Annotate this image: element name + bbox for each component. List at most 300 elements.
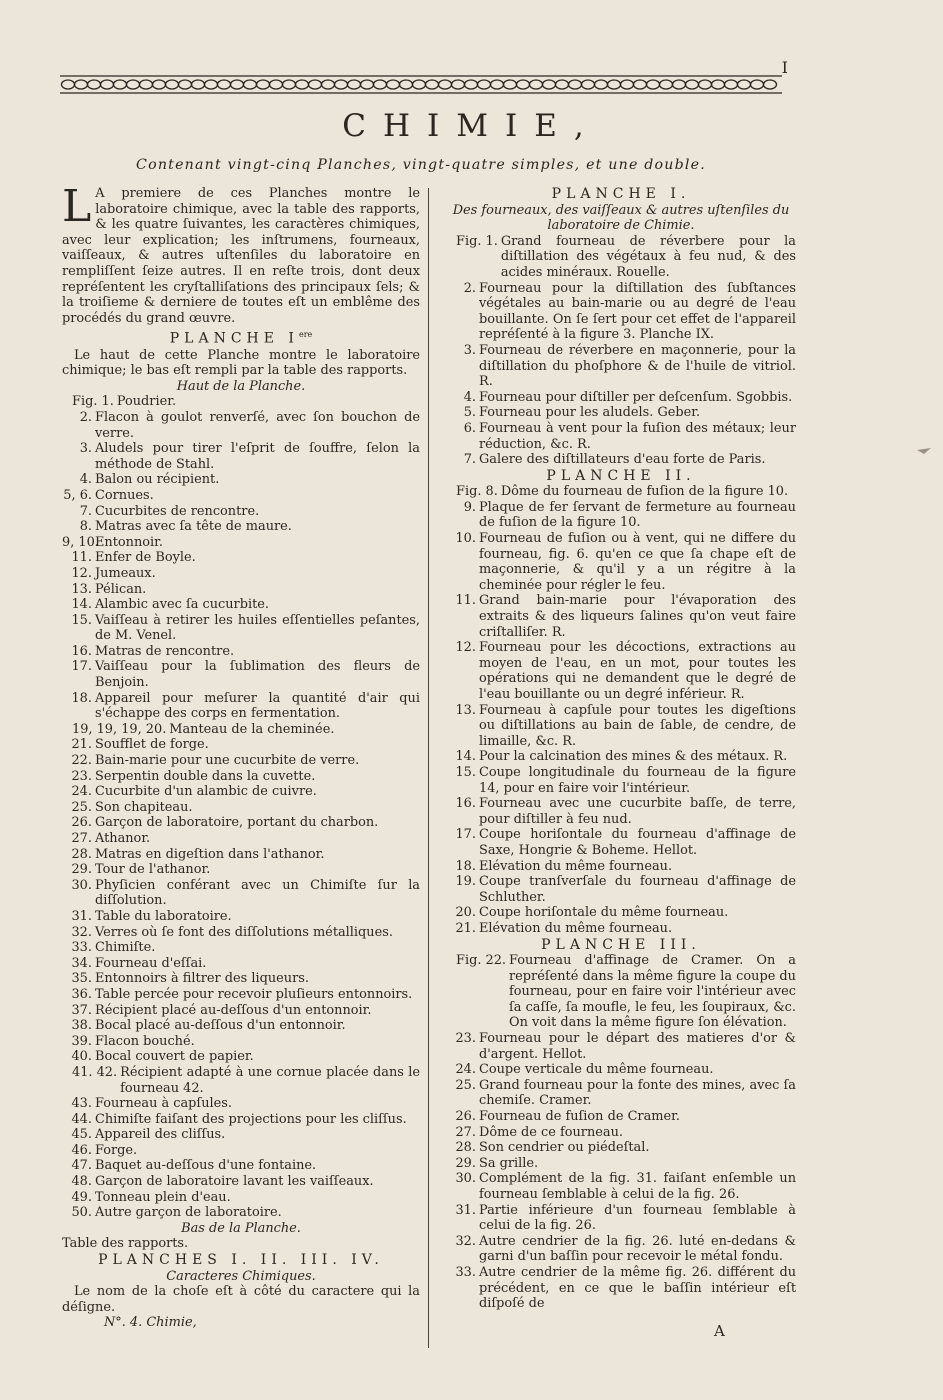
figure-entry <box>62 394 420 410</box>
chain-link <box>491 80 504 89</box>
figure-text: Baquet au-deſſous d'une fontaine. <box>95 1158 317 1174</box>
chain-link <box>452 80 465 89</box>
page-subtitle: Contenant vingt-cinq Planches, vingt-quatre simples, et une double. <box>136 157 706 173</box>
signature-mark: A <box>714 1322 725 1340</box>
figure-text: Fourneau avec une cucurbite baſſe, de terre, pour diſtiller à feu nud. <box>479 796 796 827</box>
figure-number: 28. <box>71 846 92 862</box>
figure-text: Autre garçon de laboratoire. <box>95 1205 282 1221</box>
figure-number: 14. <box>455 749 476 765</box>
figure-number: 4. <box>79 472 92 488</box>
figure-number: 39. <box>71 1033 92 1049</box>
figure-number: 30. <box>455 1171 476 1187</box>
figure-entry <box>62 1096 420 1112</box>
intro-text: A premiere de ces Planches montre le laboratoire chimique, avec la table des rapports, & les quatre ſuivantes, les caractères chimiques, avec leur explication; les inſtrumens, fourneaux, vaiſſeaux, & autres uſtenſiles du laboratoire en rempliſſent ſeize autres. Il en reſte trois, dont deux repréſentent les cryſtalliſations des principaux ſels; & la troiſieme & derniere de toutes eſt un emblême des procédés du grand œuvre. <box>62 186 420 326</box>
figure-text: Pour la calcination des mines & des métaux. R. <box>479 749 788 765</box>
figure-entry <box>62 410 420 441</box>
figure-entry <box>446 640 796 702</box>
figure-text: Table percée pour recevoir pluſieurs entonnoirs. <box>95 986 413 1002</box>
figure-entry <box>62 1112 420 1128</box>
figure-text: Appareil des cliſſus. <box>95 1127 226 1143</box>
chain-link <box>478 80 491 89</box>
figure-text: Tonneau plein d'eau. <box>95 1189 231 1205</box>
figure-number: 24. <box>455 1062 476 1078</box>
figure-number: 14. <box>71 597 92 613</box>
figure-number: 23. <box>455 1031 476 1047</box>
figure-text: Complément de la fig. 31. faiſant enſemble un fourneau ſemblable à celui de la fig. 26. <box>479 1171 796 1202</box>
figure-entry <box>62 847 420 863</box>
figure-number: 20. <box>455 905 476 921</box>
figure-number: 3. <box>463 342 476 358</box>
figure-text: Chimiſte. <box>95 940 156 956</box>
figure-entry <box>446 1171 796 1202</box>
figure-entry <box>62 1205 420 1221</box>
figure-text: Galere des diſtillateurs d'eau forte de Paris. <box>479 452 766 468</box>
figure-text: Cucurbites de rencontre. <box>95 503 260 519</box>
figure-text: Verres où ſe font des diſſolutions métalliques. <box>95 924 393 940</box>
chain-link <box>634 80 647 89</box>
left-column <box>62 181 420 1331</box>
chain-link <box>764 80 777 89</box>
page-corner-mark-icon <box>915 440 933 460</box>
figure-text: Forge. <box>95 1142 138 1158</box>
figure-text: Coupe verticale du même fourneau. <box>479 1062 714 1078</box>
figure-entry <box>62 1018 420 1034</box>
figure-number: Fig. 22. <box>456 953 507 969</box>
figure-text: Coupe longitudinale du fourneau de la figure 14, pour en faire voir l'intérieur. <box>479 764 796 796</box>
figure-text: Fourneau à vent pour la fuſion des métaux; leur réduction, &c. R. <box>479 420 796 452</box>
figure-entry <box>62 1158 420 1174</box>
figure-entry <box>62 769 420 785</box>
chain-link <box>335 80 348 89</box>
figure-number: 2. <box>79 409 92 425</box>
figure-text: Sa grille. <box>479 1155 539 1171</box>
chain-link <box>127 80 140 89</box>
figure-text: Alambic avec ſa cucurbite. <box>95 597 269 613</box>
chain-link <box>257 80 270 89</box>
figure-number: 29. <box>71 862 92 878</box>
figure-number: 22. <box>71 753 92 769</box>
chain-link <box>582 80 595 89</box>
chain-link <box>88 80 101 89</box>
figure-number: 10. <box>455 531 476 547</box>
figure-entry <box>446 1031 796 1062</box>
figure-entry <box>62 504 420 520</box>
figure-text: Balon ou récipient. <box>95 472 220 488</box>
chain-link <box>686 80 699 89</box>
figure-entry <box>446 1203 796 1234</box>
figure-text: Bain-marie pour une cucurbite de verre. <box>95 753 360 769</box>
figure-number: 16. <box>71 643 92 659</box>
figure-number: 31. <box>71 908 92 924</box>
chain-link <box>387 80 400 89</box>
figure-entry <box>446 531 796 593</box>
footer-note: N°. 4. Chimie, <box>104 1315 197 1331</box>
page-title: CHIMIE, <box>342 108 601 144</box>
chain-link <box>218 80 231 89</box>
chain-link <box>114 80 127 89</box>
figure-text: Coupe horiſontale du même fourneau. <box>479 905 729 921</box>
figure-number: 21. <box>71 737 92 753</box>
figure-entry <box>446 749 796 765</box>
figure-text: Son cendrier ou piédeſtal. <box>479 1140 650 1156</box>
figure-text: Fourneau pour les aludels. Geber. <box>479 405 701 421</box>
figure-number: 15. <box>71 612 92 628</box>
figure-text: Pélican. <box>95 581 147 597</box>
figure-number: 31. <box>455 1202 476 1218</box>
figure-text: Matras en digeſtion dans l'athanor. <box>95 846 325 862</box>
figure-number: 23. <box>71 768 92 784</box>
chain-link <box>712 80 725 89</box>
table-rapports: Table des rapports. <box>62 1236 189 1252</box>
figure-entry <box>446 343 796 390</box>
figure-entry <box>446 1265 796 1312</box>
figure-entry <box>446 390 796 406</box>
figure-entry <box>62 519 420 535</box>
figure-number: 32. <box>71 924 92 940</box>
figure-number: Fig. 8. <box>456 484 498 500</box>
figure-text: Grand fourneau pour la fonte des mines, avec ſa chemiſe. Cramer. <box>479 1077 796 1109</box>
figure-entry <box>446 1125 796 1141</box>
figure-entry <box>62 488 420 504</box>
figure-text: Chimiſte faiſant des projections pour les cliſſus. <box>95 1111 407 1127</box>
figure-number: 44. <box>71 1111 92 1127</box>
figure-number: 17. <box>455 827 476 843</box>
figure-text: Bocal placé au-deſſous d'un entonnoir. <box>95 1018 346 1034</box>
figure-entry <box>62 550 420 566</box>
figure-text: Cucurbite d'un alambic de cuivre. <box>95 784 317 800</box>
figure-number: 9. <box>463 499 476 515</box>
chain-link <box>556 80 569 89</box>
chain-link <box>569 80 582 89</box>
figure-number: Fig. 1. <box>72 394 114 410</box>
figure-text: Cornues. <box>95 487 154 503</box>
figure-number: 13. <box>71 581 92 597</box>
figure-entry <box>62 753 420 769</box>
chain-link <box>608 80 621 89</box>
planche-description: Le haut de cette Planche montre le laboratoire chimique; le bas eſt rempli par la table des rapports. <box>62 347 420 379</box>
figure-number: 19, 19, 19, 20. <box>72 721 167 737</box>
figure-text: Coupe horiſontale du fourneau d'affinage de Saxe, Hongrie & Boheme. Hellot. <box>479 827 796 858</box>
ornamental-border <box>60 74 782 96</box>
figure-text: Entonnoir. <box>95 534 163 550</box>
figure-text: Autre cendrier de la même fig. 26. différent du précédent, en ce que le baſſin intérieur eſt diſpoſé de <box>479 1264 796 1312</box>
figure-text: Dôme de ce fourneau. <box>479 1124 623 1140</box>
figure-number: 11. <box>455 593 476 609</box>
figure-number: 15. <box>455 764 476 780</box>
figure-text: Fourneau pour les décoctions, extractions au moyen de l'eau, en un mot, pour toutes les opérations qui ne demandent que le degré de l'eau bouillante ou un degré inférieur. R. <box>479 640 796 702</box>
figure-entry <box>62 659 420 690</box>
chain-link <box>595 80 608 89</box>
figure-number: 41. 42. <box>72 1064 118 1080</box>
chain-link <box>192 80 205 89</box>
intro-paragraph <box>62 181 420 326</box>
chain-link <box>621 80 634 89</box>
figure-entry <box>62 956 420 972</box>
figure-entry <box>62 971 420 987</box>
chain-link <box>439 80 452 89</box>
figure-number: 13. <box>455 702 476 718</box>
figure-text: Fourneau à capſules. <box>95 1096 232 1112</box>
figure-text: Grand bain-marie pour l'évaporation des extraits & des liqueurs ſalines qu'on veut faire criſtalliſer. R. <box>479 593 796 640</box>
figure-entry <box>62 815 420 831</box>
figure-entry <box>62 800 420 816</box>
figure-entry <box>446 1140 796 1156</box>
figure-entry <box>62 987 420 1003</box>
figure-number: 29. <box>455 1155 476 1171</box>
figure-text: Poudrier. <box>116 394 177 410</box>
figure-number: 24. <box>71 784 92 800</box>
figure-entry <box>62 691 420 722</box>
figure-number: 21. <box>455 920 476 936</box>
figure-text: Appareil pour meſurer la quantité d'air qui s'échappe des corps en fermentation. <box>95 690 420 722</box>
figure-number: 50. <box>71 1205 92 1221</box>
figure-number: 26. <box>455 1109 476 1125</box>
figure-entry <box>62 1049 420 1065</box>
column-divider <box>428 188 429 1348</box>
figure-number: 43. <box>71 1096 92 1112</box>
figure-text: Garçon de laboratoire, portant du charbon. <box>95 815 379 831</box>
chain-link <box>153 80 166 89</box>
figure-number: 32. <box>455 1233 476 1249</box>
dropcap: L <box>62 181 92 232</box>
planche-heading-sup: ere <box>298 330 313 340</box>
figure-text: Fourneau à capſule pour toutes les digeſtions ou diſtillations au bain de ſable, de cendre, de limaille, &c. R. <box>479 702 796 749</box>
figure-text: Flacon bouché. <box>95 1033 195 1049</box>
figure-entry <box>62 582 420 598</box>
figure-text: Entonnoirs à filtrer des liqueurs. <box>95 971 309 987</box>
figure-number: 18. <box>455 858 476 874</box>
caracteres-label: Caracteres Chimiques. <box>166 1268 316 1284</box>
figure-number: 35. <box>71 971 92 987</box>
chain-link <box>231 80 244 89</box>
figure-entry <box>446 905 796 921</box>
figure-entry <box>446 500 796 531</box>
figure-text: Matras de rencontre. <box>95 643 235 659</box>
figure-text: Phyſicien conférant avec un Chimiſte ſur la diſſolution. <box>95 877 420 909</box>
figure-text: Elévation du même fourneau. <box>479 920 673 936</box>
planche-3-heading: PLANCHE III. <box>541 936 701 953</box>
caracteres-text: Le nom de la choſe eſt à côté du caractere qui la déſigne. <box>62 1284 420 1315</box>
figure-number: 37. <box>71 1002 92 1018</box>
planche-1-heading: PLANCHE I. <box>551 186 691 202</box>
figure-text: Vaiſſeau pour la ſublimation des fleurs de Benjoin. <box>95 659 420 691</box>
figure-entry <box>62 940 420 956</box>
figure-number: 11. <box>71 550 92 566</box>
figure-entry <box>62 1127 420 1143</box>
figure-entry <box>62 878 420 909</box>
planche-3-list <box>446 953 796 1312</box>
figure-entry <box>62 722 420 738</box>
figure-text: Son chapiteau. <box>95 799 193 815</box>
figure-entry <box>62 1190 420 1206</box>
figure-entry <box>446 1109 796 1125</box>
figure-number: 49. <box>71 1189 92 1205</box>
figure-number: 33. <box>455 1264 476 1280</box>
chain-link <box>699 80 712 89</box>
figure-entry <box>446 953 796 1031</box>
figure-text: Récipient adapté à une cornue placée dans le fourneau 42. <box>120 1064 420 1096</box>
chain-link <box>75 80 88 89</box>
chain-link <box>530 80 543 89</box>
figure-entry <box>62 862 420 878</box>
figure-number: 34. <box>71 955 92 971</box>
figure-number: 40. <box>71 1049 92 1065</box>
figure-text: Fourneau de fuſion ou à vent, qui ne differe du fourneau, fig. 6. qu'en ce que ſa chape eſt de maçonnerie, & qu'il y a un régitre à la cheminée pour régler le feu. <box>479 531 796 593</box>
figure-entry <box>62 925 420 941</box>
figure-text: Table du laboratoire. <box>95 908 232 924</box>
figure-number: 28. <box>455 1140 476 1156</box>
planche-heading-text: PLANCHE I <box>169 331 299 347</box>
planche-1-subtitle: Des fourneaux, des vaiſſeaux & autres uſtenſiles du laboratoire de Chimie. <box>452 202 790 234</box>
chain-link <box>413 80 426 89</box>
figure-text: Bocal couvert de papier. <box>95 1049 254 1065</box>
figure-text: Enfer de Boyle. <box>95 550 196 566</box>
chain-link <box>426 80 439 89</box>
figure-entry <box>62 1065 420 1096</box>
figure-number: 38. <box>71 1018 92 1034</box>
figure-number: 30. <box>71 877 92 893</box>
figure-number: 12. <box>455 640 476 656</box>
figure-number: 33. <box>71 940 92 956</box>
figure-number: 9, 10. <box>62 534 99 550</box>
figure-text: Serpentin double dans la cuvette. <box>95 768 316 784</box>
chain-link <box>309 80 322 89</box>
figure-entry <box>446 874 796 905</box>
figure-entry <box>446 1156 796 1172</box>
figure-number: 46. <box>71 1142 92 1158</box>
planche-1-list <box>446 234 796 468</box>
figure-entry <box>446 452 796 468</box>
figure-text: Vaiſſeau à retirer les huiles eſſentielles peſantes, de M. Venel. <box>95 612 420 644</box>
chain-link <box>673 80 686 89</box>
figure-entry <box>62 613 420 644</box>
figure-text: Grand fourneau de réverbere pour la diſtillation des végétaux à feu nud, & des acides minéraux. Rouelle. <box>500 233 796 280</box>
figure-text: Tour de l'athanor. <box>95 862 211 878</box>
figure-entry <box>62 737 420 753</box>
figure-text: Fourneau d'eſſai. <box>95 955 207 971</box>
planche-heading <box>62 327 420 347</box>
figure-entry <box>446 796 796 827</box>
chain-link <box>374 80 387 89</box>
figure-entry <box>446 1234 796 1265</box>
figure-number: 25. <box>71 799 92 815</box>
figure-entry <box>446 281 796 343</box>
figure-entry <box>446 421 796 452</box>
planche-2-list <box>446 484 796 936</box>
figure-entry <box>62 644 420 660</box>
figure-text: Partie inférieure d'un fourneau ſemblable à celui de la fig. 26. <box>479 1202 796 1234</box>
right-column <box>446 186 796 1312</box>
figure-entry <box>446 593 796 640</box>
chain-link <box>725 80 738 89</box>
chain-link <box>517 80 530 89</box>
figure-number: 47. <box>71 1158 92 1174</box>
chain-link <box>244 80 257 89</box>
figure-text: Fourneau pour diſtiller per deſcenſum. Sgobbis. <box>479 389 793 405</box>
chain-link <box>101 80 114 89</box>
figure-number: 12. <box>71 565 92 581</box>
figure-text: Fourneau de réverbere en maçonnerie, pour la diſtillation du phoſphore & de l'huile de vitriol. R. <box>479 342 796 390</box>
figure-text: Jumeaux. <box>95 565 156 581</box>
figure-entry <box>446 765 796 796</box>
figure-entry <box>446 405 796 421</box>
chain-link <box>270 80 283 89</box>
chain-link <box>348 80 361 89</box>
figure-text: Soufflet de forge. <box>95 737 209 753</box>
chain-link <box>62 80 75 89</box>
figure-number: 3. <box>79 441 92 457</box>
chain-link <box>166 80 179 89</box>
chain-link <box>647 80 660 89</box>
figure-entry <box>62 1143 420 1159</box>
figure-entry <box>446 1062 796 1078</box>
figure-entry <box>62 1003 420 1019</box>
chain-link <box>738 80 751 89</box>
figure-number: 8. <box>79 519 92 535</box>
chain-link <box>205 80 218 89</box>
figure-text: Garçon de laboratoire lavant les vaiſſeaux. <box>95 1174 374 1190</box>
figure-number: 48. <box>71 1174 92 1190</box>
figure-number: 7. <box>79 503 92 519</box>
figure-entry <box>446 703 796 750</box>
chain-link <box>465 80 478 89</box>
figure-entry <box>62 441 420 472</box>
figure-entry <box>62 566 420 582</box>
figure-entry <box>62 831 420 847</box>
figure-text: Fourneau d'affinage de Cramer. On a repréſenté dans la même figure la coupe du fourneau, pour en faire voir l'intérieur avec ſa caſſe, ſa moufle, le feu, les ſoupiraux, &c. On voit dans la même figure ſon élévation. <box>509 953 796 1031</box>
figure-number: 18. <box>71 690 92 706</box>
figure-text: Matras avec ſa tête de maure. <box>95 519 292 535</box>
figure-number: 6. <box>463 420 476 436</box>
figure-number: 45. <box>71 1127 92 1143</box>
left-figure-list <box>62 394 420 1220</box>
chain-link <box>400 80 413 89</box>
chain-link <box>751 80 764 89</box>
figure-text: Fourneau de fuſion de Cramer. <box>479 1109 680 1125</box>
bas-label: Bas de la Planche. <box>181 1220 301 1236</box>
figure-entry <box>446 859 796 875</box>
figure-number: 4. <box>463 389 476 405</box>
chain-link <box>179 80 192 89</box>
chain-link <box>660 80 673 89</box>
figure-text: Récipient placé au-deſſous d'un entonnoir. <box>95 1002 372 1018</box>
chain-ornament-icon <box>60 74 782 96</box>
figure-text: Plaque de fer ſervant de fermeture au fourneau de fuſion de la figure 10. <box>479 499 796 531</box>
figure-text: Fourneau pour la diſtillation des ſubſtances végétales au bain-marie ou au degré de l'eau bouillante. On ſe ſert pour cet effet de l'appareil repréſenté à la figure 3. Planche IX. <box>479 280 796 343</box>
figure-number: Fig. 1. <box>456 233 498 249</box>
chain-link <box>543 80 556 89</box>
figure-entry <box>446 827 796 858</box>
figure-text: Coupe tranſverſale du fourneau d'affinage de Schluther. <box>479 874 796 905</box>
figure-text: Athanor. <box>95 831 151 846</box>
figure-number: 36. <box>71 986 92 1002</box>
figure-text: Autre cendrier de la fig. 26. luté en-dedans & garni d'un baſſin pour recevoir le métal fondu. <box>479 1233 796 1265</box>
figure-entry <box>446 1078 796 1109</box>
figure-number: 27. <box>455 1124 476 1140</box>
figure-text: Manteau de la cheminée. <box>169 721 335 737</box>
figure-number: 16. <box>455 796 476 812</box>
page-number: I <box>781 58 788 77</box>
figure-text: Fourneau pour le départ des matieres d'or & d'argent. Hellot. <box>479 1031 796 1062</box>
figure-number: 2. <box>463 280 476 296</box>
figure-text: Elévation du même fourneau. <box>479 858 673 874</box>
figure-number: 19. <box>455 874 476 890</box>
haut-label: Haut de la Planche. <box>176 378 306 394</box>
figure-entry <box>62 1034 420 1050</box>
figure-text: Dôme du fourneau de fuſion de la figure 10. <box>500 484 789 500</box>
figure-entry <box>62 472 420 488</box>
figure-number: 7. <box>463 452 476 468</box>
